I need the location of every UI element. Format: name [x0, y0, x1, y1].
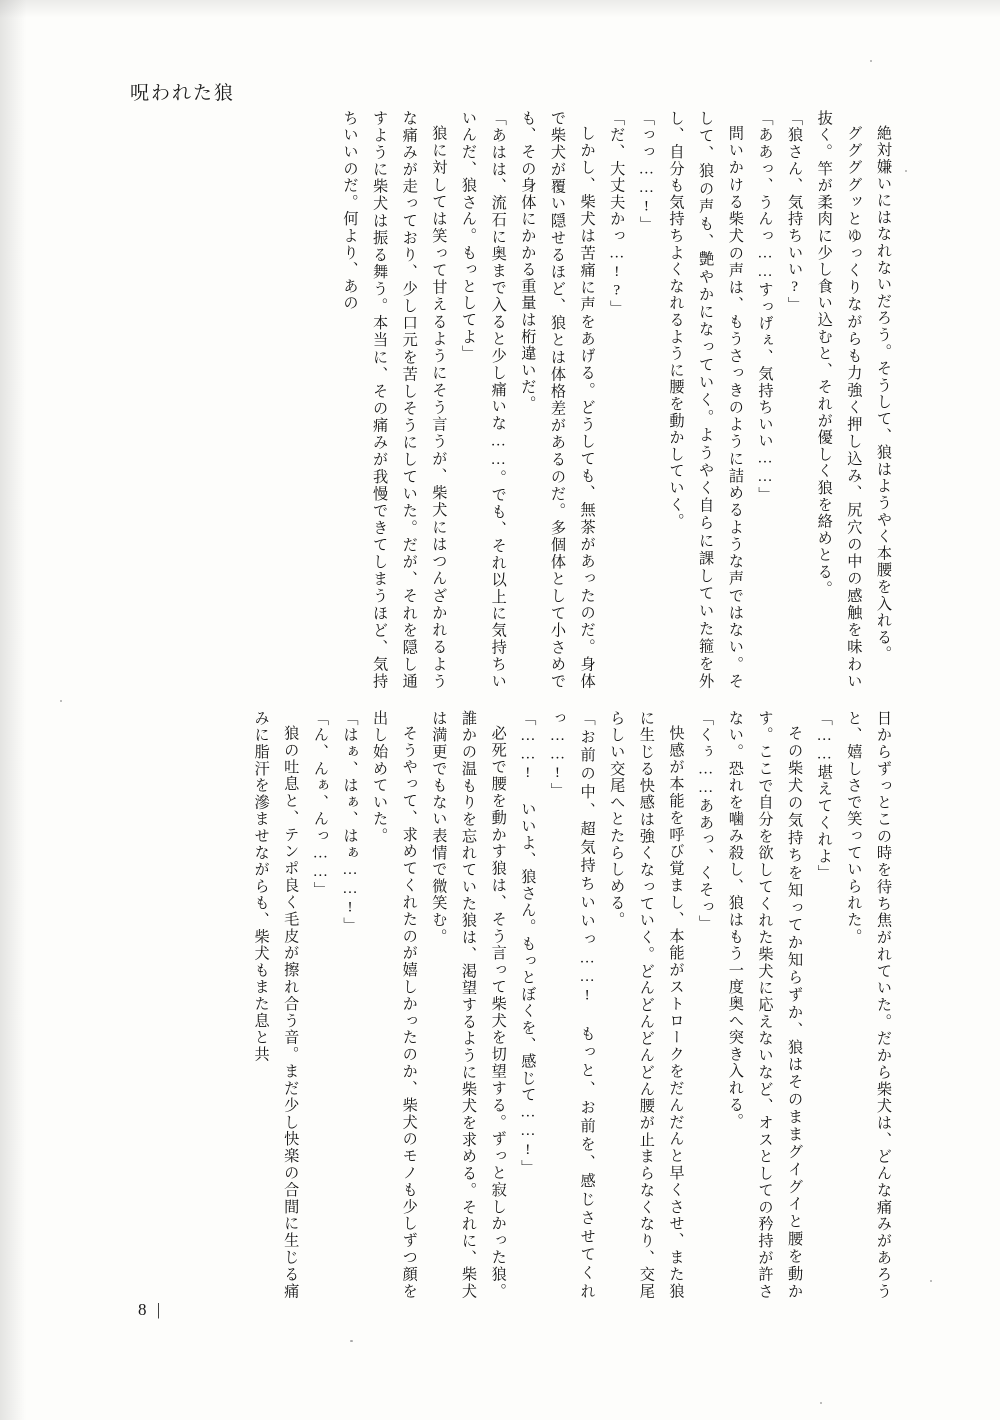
text-block-lower: [252, 710, 898, 1300]
page-number: [138, 1300, 163, 1320]
paragraph: 問いかける柴犬の声は、もうさっきのように詰めるような声ではない。そして、狼の声も、艶やかになっていく。ようやく自らに課していた箍を外し、自分も気持ちよくなれるように腰を動かしていく。: [667, 110, 744, 690]
paragraph: そうやって、求めてくれたのが嬉しかったのか、柴犬のモノも少しずつ顔を出し始めていた。: [371, 710, 418, 1300]
page-number-suffix: |: [156, 1300, 164, 1319]
paragraph: 狼に対しては笑って甘えるようにそう言うが、柴犬にはつんざかれるような痛みが走っており、少し口元を苦しそうにしていた。だが、それを隠し通すように柴犬は振る舞う。本当に、その痛みが我慢できてしまうほど、気持ちいいのだ。何より、あの: [341, 110, 448, 690]
page-body: [108, 110, 898, 1310]
scan-speck: [930, 1280, 932, 1282]
paragraph: 日からずっとこの時を待ち焦がれていた。だから柴犬は、どんな痛みがあろうと、嬉しさで笑っていられた。: [845, 710, 892, 1300]
paragraph-dialogue: 「ああっ、うんっ……すっげぇ、気持ちいい……」: [756, 110, 774, 504]
paragraph: 絶対嫌いにはなれないだろう。そうして、狼はようやく本腰を入れる。: [875, 125, 892, 663]
page-number-value: 8: [138, 1300, 150, 1319]
paragraph-dialogue: 「……堪えてくれよ」: [815, 710, 833, 882]
paragraph-dialogue: 「あはは、流石に奥まで入ると少し痛いな……。でも、それ以上に気持ちいいんだ、狼さん。もっとしてよ」: [460, 110, 507, 690]
page-header-title: 呪われた狼: [130, 83, 236, 104]
paragraph-dialogue: 「だ、大丈夫かっ…!?」: [608, 110, 626, 317]
paragraph: その柴犬の気持ちを知ってか知らずか、狼はそのままグイグイと腰を動かす。ここで自分を欲してくれた柴犬に応えないなど、オスとしての矜持が許さない。恐れを噛み殺し、狼はもう一度奥へ突き入れる。: [726, 710, 804, 1300]
paragraph-dialogue: 「……! いいよ、狼さん。もっとぼくを、感じて……!」: [519, 710, 537, 1177]
paragraph: 狼の吐息と、テンポ良く毛皮が擦れ合う音。まだ少し快楽の合間に生じる痛みに脂汗を滲ませながらも、柴犬もまた息と共: [252, 710, 300, 1300]
text-block-upper: [108, 110, 898, 690]
scan-speck: [350, 1340, 353, 1342]
paragraph-dialogue: 「狼さん、気持ちいい?」: [786, 110, 804, 314]
paragraph: しかし、柴犬は苦痛に声をあげる。どうしても、無茶があったのだ。身体で柴犬が覆い隠せるほど、狼とは体格差があるのだ。多個体として小さめでも、その身体にかかる重量は桁違いだ。: [519, 110, 596, 690]
scan-shadow-left: [0, 0, 26, 1420]
scan-shadow-top: [0, 0, 1000, 18]
paragraph-dialogue: 「くぅ……ああっ、くそっ」: [697, 710, 715, 932]
paragraph: 快感が本能を呼び覚まし、本能がストロークをだんだんと早くさせ、また狼に生じる快感は強くなっていく。どんどんどんどん腰が止まらなくなり、交尾らしい交尾へとたらしめる。: [608, 710, 685, 1300]
paragraph-dialogue: 「ん、んぁ、んっ……」: [311, 710, 329, 899]
paragraph-dialogue: 「お前の中、超気持ちいいっ……! もっと、お前を、感じさせてくれっ……!」: [548, 710, 596, 1300]
paragraph: 必死で腰を動かす狼は、そう言って柴犬を切望する。ずっと寂しかった狼。誰かの温もりを忘れていた狼は、渇望するように柴犬を求める。それに、柴犬は満更でもない表情で微笑む。: [430, 710, 507, 1300]
scan-speck: [870, 60, 872, 62]
paragraph-dialogue: 「はぁ、はぁ、はぁ……!」: [341, 710, 359, 934]
paragraph-dialogue: 「っっ……!」: [637, 110, 655, 233]
scan-speck: [60, 700, 62, 702]
scan-speck: [905, 170, 907, 172]
paragraph: ググググッとゆっくりながらも力強く押し込み、尻穴の中の感触を味わい抜く。竿が柔肉に少し食い込むと、それが優しく狼を絡めとる。: [815, 110, 863, 690]
scan-speck: [820, 1402, 822, 1404]
